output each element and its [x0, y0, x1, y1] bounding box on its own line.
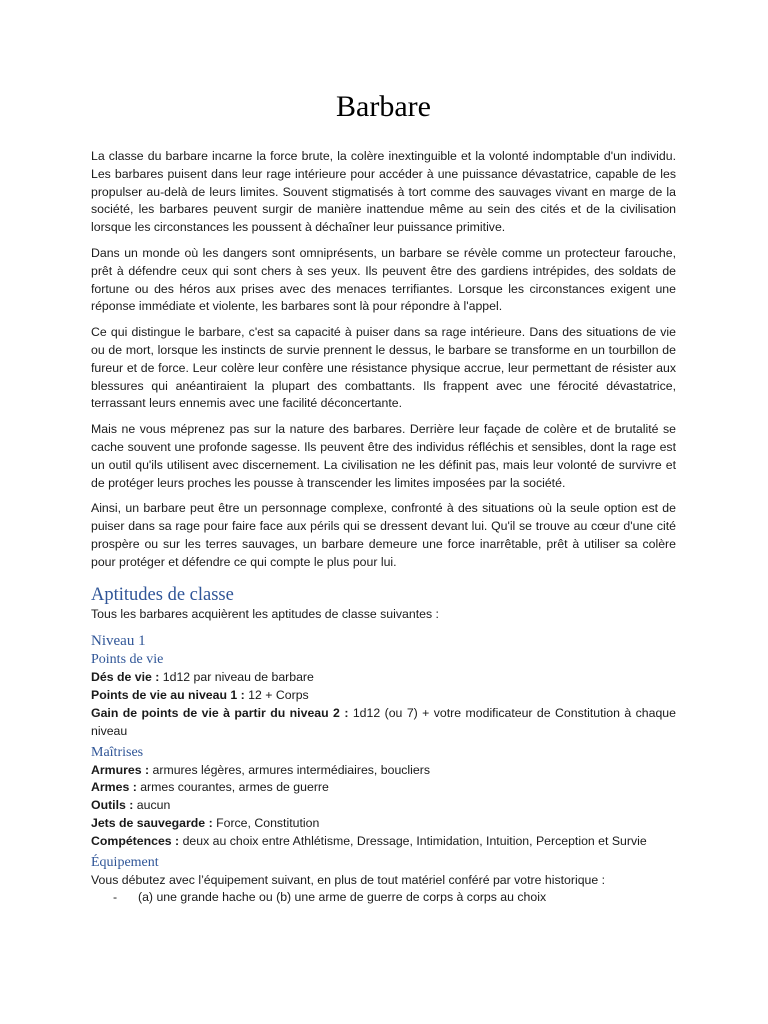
competences-line: [91, 833, 676, 851]
intro-paragraph-3: Ce qui distingue le barbare, c'est sa capacité à puiser dans sa rage intérieure. Dans des situations de vie ou de mort, lorsque les instincts de survie prennent le dessus, le barbare se transforme en un tourbillon de fureur et de force. Leur colère leur confère une résistance physique accrue, leur permettant de résister aux blessures qui anéantiraient la plupart des combattants. Ils frappent avec une férocité dévastatrice, terrassant leurs ennemis avec une facilité déconcertante.: [91, 325, 676, 411]
equipement-item-1: (a) une grande hache ou (b) une arme de guerre de corps à corps au choix: [138, 890, 547, 905]
equipement-heading: Équipement: [91, 854, 159, 870]
niveau-heading: Niveau 1: [91, 633, 146, 650]
pv-niveau1-line: [91, 687, 676, 705]
competences-value: deux au choix entre Athlétisme, Dressage, Intimidation, Intuition, Perception et Survie: [179, 833, 647, 848]
aptitudes-intro: Tous les barbares acquièrent les aptitudes de classe suivantes :: [91, 606, 439, 621]
armures-label: Armures :: [91, 762, 150, 777]
intro-paragraph-2: Dans un monde où les dangers sont omniprésents, un barbare se révèle comme un protecteur farouche, prêt à défendre ceux qui sont chers à ses yeux. Ils peuvent être des gardiens intrépides, des soldats de fortune ou des héros aux prises avec des menaces terrifiantes. Lorsque les circonstances exigent une réponse immédiate et violente, les barbares sont là pour répondre à l'appel.: [91, 245, 676, 314]
intro-paragraph-1: La classe du barbare incarne la force brute, la colère inextinguible et la volonté indomptable d'un individu. Les barbares puisent dans leur rage intérieure pour accéder à une puissance dévastatrice, capable de les propulser au-delà de leurs limites. Souvent stigmatisés à tort comme des sauvages vivant en marge de la société, les barbares peuvent surgir de manière inattendue même au sein des cités et de la civilisation lorsque les circonstances les poussent à déchaîner leur puissance primitive.: [91, 149, 676, 235]
armes-line: [91, 779, 676, 797]
outils-label: Outils :: [91, 798, 134, 813]
outils-line: [91, 797, 676, 815]
points-de-vie-heading: Points de vie: [91, 652, 164, 668]
pv-niveau1-label: Points de vie au niveau 1 :: [91, 688, 245, 703]
armures-line: [91, 762, 676, 780]
dash-bullet-icon: -: [113, 890, 118, 905]
des-de-vie-line: [91, 669, 676, 687]
page-title: Barbare: [336, 90, 431, 123]
armures-value: armures légères, armures intermédiaires, boucliers: [149, 762, 430, 777]
intro-paragraph-5: Ainsi, un barbare peut être un personnage complexe, confronté à des situations où la seule option est de puiser dans sa rage pour faire face aux périls qui se dressent devant lui. Qu'il se trouve au cœur d'une cité prospère ou sur les terres sauvages, un barbare demeure une force inarrêtable, prêt à utiliser sa colère pour protéger et défendre ce qui compte le plus pour lui.: [91, 501, 676, 569]
gain-pv-line: [91, 705, 676, 741]
aptitudes-heading: Aptitudes de classe: [91, 584, 234, 605]
jets-label: Jets de sauvegarde :: [91, 815, 213, 830]
outils-value: aucun: [133, 798, 171, 813]
competences-label: Compétences :: [91, 833, 180, 848]
document-page: [91, 82, 676, 907]
equipement-intro: Vous débutez avec l’équipement suivant, en plus de tout matériel conféré par votre historique :: [91, 872, 606, 887]
gain-pv-label: Gain de points de vie à partir du niveau 2 :: [91, 705, 349, 720]
equipement-list: [91, 889, 676, 907]
jets-line: [91, 815, 676, 833]
des-de-vie-label: Dés de vie :: [91, 670, 160, 685]
gain-pv-value: 1d12 (ou 7) + votre modificateur de Constitution à chaque niveau: [91, 705, 676, 738]
jets-value: Force, Constitution: [212, 815, 320, 830]
maitrises-heading: Maîtrises: [91, 744, 144, 760]
armes-label: Armes :: [91, 780, 137, 795]
intro-paragraph-4: Mais ne vous méprenez pas sur la nature des barbares. Derrière leur façade de colère et de brutalité se cache souvent une profonde sagesse. Ils peuvent être des individus réfléchis et sensibles, dont la rage est un outil qu'ils utilisent avec discernement. La civilisation ne les définit pas, mais leur volonté de survivre et de protéger leurs proches les pousse à transcender les limites imposées par la société.: [91, 422, 676, 490]
list-item: [91, 889, 676, 907]
armes-value: armes courantes, armes de guerre: [136, 780, 329, 795]
pv-niveau1-value: 12 + Corps: [244, 688, 309, 703]
des-de-vie-value: 1d12 par niveau de barbare: [159, 670, 314, 685]
